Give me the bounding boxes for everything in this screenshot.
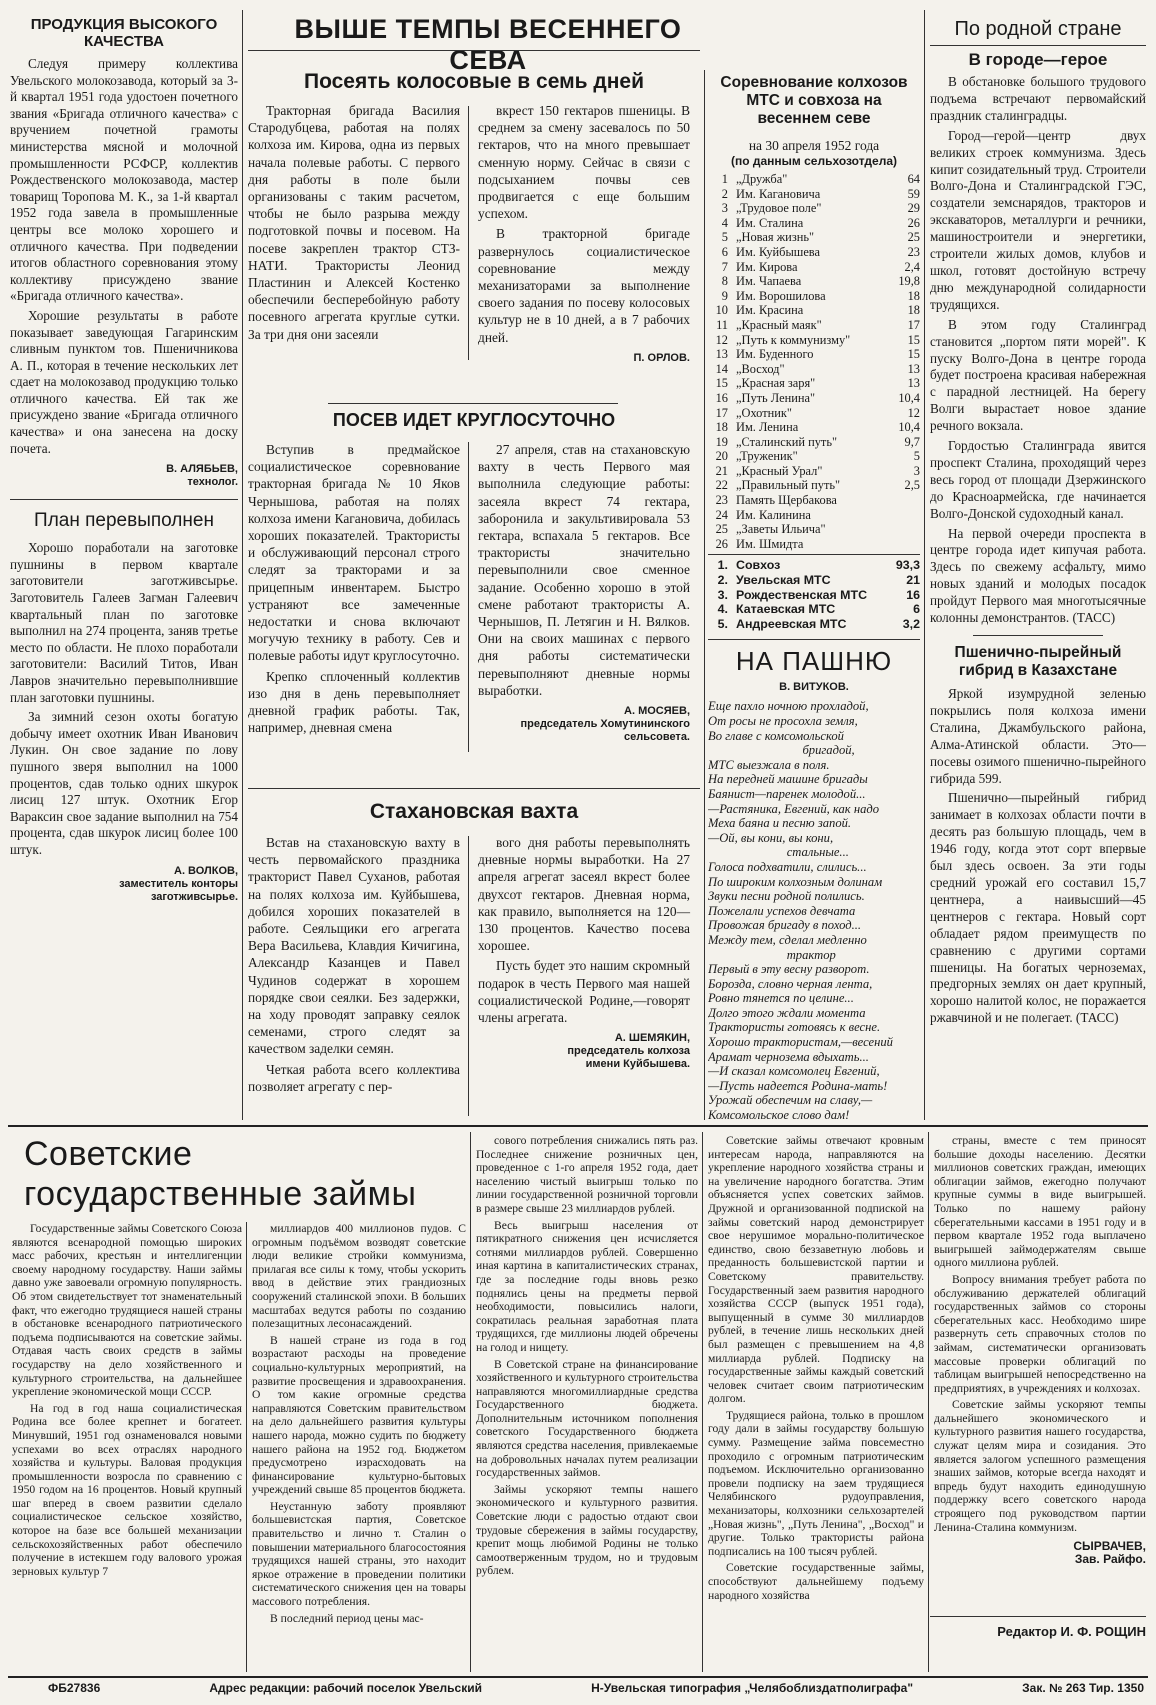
row-name: Андреевская МТС (736, 616, 847, 631)
paragraph: В последний период цены мас- (270, 1611, 424, 1625)
poem-title: НА ПАШНЮ (735, 646, 893, 677)
row-name: „Сталинский путь" (736, 434, 838, 449)
row-value (874, 508, 920, 523)
row-name: Им. Куйбышева (736, 244, 820, 259)
row-rank: 24 (715, 507, 728, 522)
poem-line: Провожая бригаду в поход... (708, 918, 862, 933)
poem-line: трактор (708, 947, 836, 962)
article-sowing-left (248, 102, 460, 365)
signature-role: Зав. Райфо. (1074, 1552, 1146, 1567)
row-rank: 2. (717, 573, 728, 588)
table-row (708, 260, 920, 275)
poem-line: Урожай обеспечим на славу,— (708, 1093, 873, 1108)
table-row (708, 216, 920, 231)
row-name: „Трудовое поле" (736, 201, 822, 216)
table-row (708, 391, 920, 406)
row-value: 3,2 (902, 616, 920, 631)
headline-hybrid: Пшенично-пырейный гибрид в Казахстане (954, 644, 1122, 679)
poem-line: —Растяника, Евгений, как надо (708, 801, 880, 816)
row-rank: 1 (721, 172, 728, 186)
paragraph: В Советской стране на финансирование хозяйственного и культурного строительства направляются многомиллиардные средства Государственного бюджета. Дополнительным источником пополнения советского Государственного бюджета являются средства населения, привлекаемые на добровольных началах путем реализации государственных займов. (476, 1357, 698, 1480)
signature-name: А. ВОЛКОВ, (174, 864, 238, 877)
signature: П. ОРЛОВ. (633, 351, 690, 364)
competition-column (708, 74, 920, 1120)
signature-name: А. ШЕМЯКИН, (614, 1032, 690, 1045)
row-value: 12 (907, 405, 920, 420)
footer-code: ФБ27836 (48, 1681, 101, 1695)
table-row (708, 245, 920, 260)
table-row (708, 187, 920, 202)
article-roundclock (248, 410, 700, 790)
divider (973, 635, 1103, 636)
column-divider (246, 1222, 247, 1672)
article-quality (10, 56, 238, 457)
inner-divider (468, 106, 469, 360)
competition-title: Соревнование колхозов МТС и совхоза на весеннем севе (720, 74, 908, 127)
row-value (874, 493, 920, 508)
poem-line: Голоса подхватили, слились... (708, 859, 867, 874)
table-row (708, 289, 920, 304)
signature-role: имени Куйбышева. (585, 1058, 690, 1071)
row-rank: 3. (717, 587, 728, 602)
signature (934, 1540, 1146, 1566)
row-value: 18 (907, 288, 920, 303)
paragraph: Хорошо поработали на заготовке пушнины в первом квартале заготовители заготживсырье. Заготовитель Галеев Загман Галеевич квартальный план по заготовке выполнил на 274 процента, заняв третье место по области. Не плохо поработали заготовители: Василий Титов, Иван Лавров значительно перевыполнившие план заготовки пушнины. (10, 540, 238, 705)
table-row (708, 464, 920, 479)
paragraph: Встав на стахановскую вахту в честь первомайского праздника тракторист Павел Суханов, работая на полях колхоза им. Куйбышева, добился хороших показателей в работе. Сеяльщики его агрегата Вера Васильева, Клавдия Кичигина, Александр Казанцев и Павел Чудинов содержат в хорошем порядке свои сеялки. Без задержки, на ходу проводят заправку сеялок семенами, строго следят за качеством заделки семян. (248, 835, 460, 1057)
row-value: 6 (913, 602, 920, 617)
paragraph: Советские займы ускоряют темпы дальнейшего экономического и культурного развития нашего государства, служат целям мира и созидания. Это является залогом успешного размещения знаших займов, которые всегда находят и впредь будут находить единодушную поддержку всего советского народа строящего под руководством партии Ленина-Сталина коммунизм. (934, 1398, 1146, 1534)
row-name: Им. Буденного (736, 347, 814, 362)
row-value: 21 (906, 573, 920, 588)
row-rank: 2 (721, 186, 728, 201)
row-name: „Правильный путь" (736, 478, 841, 493)
table-row (708, 376, 920, 391)
row-rank: 4. (717, 602, 728, 617)
signature-role: заготживсырье. (150, 890, 238, 903)
column-divider (924, 10, 925, 1120)
section-rule (8, 1125, 1148, 1127)
loans-col-5 (934, 1134, 1146, 1614)
poem-author: В. ВИТУКОВ. (779, 681, 849, 694)
paragraph: На год в год наша социалистическая Родина все более крепнет и богатеет. Минувший, 1951 год ознаменовался новыми успехами во всех отраслях народного хозяйства и культуры. Валовая продукция промышленности возросла по сравнению с 1950 годом на 16 процентов. Новый крупный шаг вперед в своем развитии сделало социалистическое сельское хозяйство, которое на базе все большей механизации сельскохозяйственных работ обеспечило получение в истекшем году валового урожая зерновых культур 7 (12, 1401, 242, 1578)
table-row (708, 274, 920, 289)
table-row (708, 318, 920, 333)
paragraph: Крепко сплоченный коллектив изо дня в день перевыполняет дневной график работы. Так, например, дневная смена (248, 668, 460, 736)
paragraph: Пусть будет это нашим скромный подарок в честь Первого мая нашей социалистической Родине,—говорят члены агрегата. (478, 958, 690, 1026)
table-row (708, 347, 920, 362)
paragraph: Государственные займы Советского Союза являются всенародной помощью широких масс рабочих, крестьян и интеллигенции своему народному государству. Наши займы давно уже завоевали огромную популярность. Об этом свидетельствует тот знаменательный факт, что ежегодно трудящиеся нашей страны в обстановке всенародного патриотического подъема подписываются на советские займы. Отдавая часть своих средств в займы государству на дело хозяйственного и культурного строительства, на дальнейшее укрепление экономической мощи СССР. (12, 1222, 242, 1399)
column-divider (242, 10, 243, 1120)
row-rank: 25 (715, 522, 728, 537)
signature (10, 463, 238, 489)
table-row (708, 449, 920, 464)
row-name: Им. Кагановича (736, 186, 821, 201)
row-name: Катаевская МТС (736, 602, 836, 617)
headline-hero-city: В городе—герое (968, 50, 1108, 69)
row-rank: 3 (721, 201, 728, 216)
row-rank: 19 (715, 434, 728, 449)
table-row (708, 573, 920, 588)
paragraph: Следуя примеру коллектива Увельского молокозавода, который за 3-й квартал 1951 года удостоен почетного звания «Бригада отличного качества» с вручением почетной грамоты министерства мясной и молочной промышленности РСФСР, коллектив Рождественского молокозавода, мастер товарищ Торопова М. К., за 1-й квартал 1952 года завела в промышленные центры все молоко хорошего и отличного качества. При подведении итогов областного соревнования этому коллективу присуждено звание «Бригада отличного качества». (10, 56, 238, 304)
loans-col-2 (252, 1222, 466, 1672)
paragraph: Советские займы отвечают кровным интересам народа, направляются на укрепление народного хозяйства страны и на увеличение народного богатства. Этим объясняется успех советских займов. Дружной и организованной подпиской на займы советский народ демонстрирует свое нерушимое морально-политическое единство, свою беззаветную любовь и преданность большевистской партии и Советскому правительству. Государственный заем развития народного хозяйства СССР (выпуск 1951 года), выпущенный в сумме 30 миллиардов рублей, в течение лишь нескольких дней был размещен с превышением на 4,8 миллиарда рублей. Подписку на государственные займы каждый советский человек считает своим патриотическим долгом. (708, 1134, 924, 1406)
row-value: 3 (913, 463, 920, 478)
row-rank: 9 (721, 288, 728, 303)
article-sowing (248, 70, 700, 400)
paragraph: За зимний сезон охоты богатую добычу имеет охотник Иван Иванович Лукин. Он свое задание по лову пушного зверя выполнил на 1000 процентов, сдав только одних шкурок лисиц 127 штук. Охотник Егор Вараксин свое задание выполнил на 754 процента, сдав шкурок лисиц более 100 штук. (10, 709, 238, 857)
row-rank: 6 (721, 244, 728, 259)
row-name: „Путь к коммунизму" (736, 332, 851, 347)
article-hybrid (930, 686, 1146, 1027)
paragraph: страны, вместе с тем приносят большие доходы населению. Десятки миллионов советских граждан, имеющих облигации займов, ежегодно получают крупные суммы в виде выигрышей. Только по нашему району сберегательными кассами в 1951 году и в первом квартале 1952 года выплачено выигрышей займодержателям свыше одного миллиона рублей. (934, 1134, 1146, 1270)
paragraph: сового потребления снижались пять раз. Последнее снижение розничных цен, проведенное с 1-го апреля 1952 года, дает населению чистый выигрыш только по линии государственной розничной торговли в размере свыше 23 миллиардов рублей. (476, 1134, 698, 1215)
signature (478, 1032, 690, 1071)
divider (10, 499, 238, 500)
row-name: „Труженик" (736, 449, 798, 464)
row-name: Им. Ворошилова (736, 288, 826, 303)
table-row (708, 537, 920, 552)
row-name: „Заветы Ильича" (736, 522, 826, 537)
article-plan (10, 540, 238, 858)
footer (8, 1681, 1148, 1697)
row-rank: 5 (721, 230, 728, 245)
signature-role: технолог. (187, 476, 238, 489)
row-name: „Новая жизнь" (736, 230, 815, 245)
table-row (708, 362, 920, 377)
left-column (10, 12, 238, 1112)
poem-line: Комсомольское слово дам! (708, 1108, 850, 1120)
table-row (708, 201, 920, 216)
row-value (874, 537, 920, 552)
banner-headline: ВЫШЕ ТЕМПЫ ВЕСЕННЕГО СЕВА (294, 14, 682, 75)
row-value: 18 (907, 303, 920, 318)
row-name: Им. Чапаева (736, 274, 802, 289)
headline-roundclock: ПОСЕВ ИДЕТ КРУГЛОСУТОЧНО (332, 410, 616, 430)
loans-col-4 (708, 1134, 924, 1672)
row-name: Совхоз (736, 558, 781, 573)
article-stakhanov-left (248, 834, 460, 1095)
poem-line: МТС выезжала в поля. (708, 757, 830, 772)
inner-divider (468, 442, 469, 752)
table-row (708, 172, 920, 187)
inner-divider (468, 836, 469, 1116)
paragraph: Весь выигрыш населения от пятикратного снижения цен исчисляется сотнями миллиардов рублей. Совершенно иная картина в капиталистических странах, где за последние годы вновь резко поднялись цены на предметы первой необходимости, повысились налоги, сократилась реальная заработная плата трудящихся, где миллионы людей обречены на голод и нищету. (476, 1218, 698, 1354)
loans-article (8, 1132, 1148, 1672)
poem-line: стальные... (708, 845, 849, 860)
table-row (708, 493, 920, 508)
column-divider (702, 1132, 703, 1672)
headline-stakhanov: Стахановская вахта (369, 800, 579, 823)
row-name: Им. Ленина (736, 420, 799, 435)
row-name: Им. Калинина (736, 507, 811, 522)
poem-line: Арамат чернозема вдыхать... (708, 1049, 869, 1064)
table-row (708, 420, 920, 435)
table-row (708, 435, 920, 450)
article-roundclock-left (248, 441, 460, 744)
competition-source: (по данным сельхозотдела) (730, 154, 898, 168)
signature-name: В. АЛЯБЬЕВ, (166, 463, 238, 476)
editor-rule (930, 1616, 1146, 1617)
article-stakhanov (248, 800, 700, 1118)
paragraph: Вопросу внимания требует работа по обслуживанию держателей облигаций государственных займов со стороны сберегательных касс. Необходимо шире развернуть сеть справочных столов по займам, систематически организовать массовые проверки облигаций по таблицам выигрышей непосредственно на предприятиях, в учреждениях и колхозах. (934, 1272, 1146, 1395)
row-value: 59 (907, 186, 920, 201)
row-rank: 4 (721, 215, 728, 230)
row-rank: 10 (715, 303, 728, 318)
row-rank: 1. (717, 558, 728, 573)
poem-line: Во главе с комсомольской (708, 728, 844, 743)
table-row (708, 478, 920, 493)
row-value: 93,3 (895, 558, 920, 573)
signature (10, 865, 238, 904)
row-value: 10,4 (898, 420, 920, 435)
poem-line: Меха баяна и песню запой. (708, 816, 852, 831)
row-value: 16 (906, 587, 920, 602)
paragraph: 27 апреля, став на стахановскую вахту в честь Первого мая выполнила следующие работы: засеяла вкрест 74 гектара, заборонила и закультивировала 53 гектара, вспахала 5 гектаров. Все трактористы значительно перевыполнили свое сменное задание. Особенно хорошо в этой смене работают трактористы А. Чернышов, П. Летягин и Н. Вялков. Они на своих машинах с первого дня работы систематически перевыполняют дневные нормы выработки. (478, 442, 690, 698)
row-rank: 21 (715, 463, 728, 478)
table-row (708, 588, 920, 603)
row-name: Им. Шмидта (736, 536, 804, 551)
headline-sowing: Посеять колосовые в семь дней (303, 70, 644, 93)
article-hero-city (930, 74, 1146, 627)
table-row (708, 303, 920, 318)
paragraph: Вступив в предмайское социалистическое соревнование тракторная бригада № 10 Яков Чернышова, работая на полях колхоза имени Кагановича, добилась хороших показателей. Трактористы и обслуживающий персонал строго следят за тракторами и за прицепным инвентарем. Быстро устраняют все замеченные недостатки и снова включают могучую технику в работу. Сев и полевые работы идут круглосуточно. (248, 442, 460, 664)
row-value: 9,7 (904, 434, 920, 449)
row-rank: 26 (715, 536, 728, 551)
editor-line: Редактор И. Ф. РОЩИН (997, 1624, 1146, 1639)
row-value: 26 (907, 215, 920, 230)
row-value: 10,4 (898, 390, 920, 405)
row-value: 2,4 (904, 259, 920, 274)
row-rank: 14 (715, 361, 728, 376)
article-roundclock-right (478, 441, 690, 744)
paragraph: Гордостью Сталинграда явится проспект Сталина, проходящий через весь город от площади Дзержинского до Красноармейска, где начинается Волго-Донской судоходный канал. (930, 438, 1146, 521)
poem-line: Первый в эту весну разворот. (708, 962, 870, 977)
poem-text (708, 699, 920, 1120)
footer-rule (8, 1676, 1148, 1678)
row-name: Увельская МТС (736, 573, 831, 588)
row-name: „Охотник" (736, 405, 792, 420)
column-divider (928, 1132, 929, 1672)
row-rank: 5. (717, 616, 728, 631)
paragraph: В тракторной бригаде развернулось социалистическое соревнование между механизаторами за выполнение своего задания по посеву колосовых культур не в 10 дней, а в 7 рабочих дней. (478, 226, 690, 345)
row-name: Память Щербакова (736, 493, 837, 508)
paragraph: Трудящиеся района, только в прошлом году дали в займы государству большую сумму. Размещение займа повсеместно проходило с огромным патриотическим подъемом. Исключительно организованно провели подписку на заем трудящиеся Челябинского рудоуправления, механизаторы, колхозники сельхозартелей „Новая жизнь", „Путь Ленина", „Восход" и другие. Только трактористы района подписались на 100 тысяч рублей. (708, 1408, 924, 1558)
row-name: „Красный маяк" (736, 317, 822, 332)
row-value: 25 (907, 230, 920, 245)
footer-printer: Н-Увельская типография „Челябоблиздатполиграфа" (591, 1681, 914, 1695)
table-row (708, 558, 920, 573)
table-row (708, 602, 920, 617)
row-rank: 18 (715, 420, 728, 435)
signature-role: сельсовета. (624, 731, 690, 744)
article-stakhanov-right (478, 834, 690, 1095)
competition-table-collective-farms (708, 172, 920, 551)
poem-line: Хорошо трактористам,—весений (708, 1035, 893, 1050)
row-rank: 23 (715, 493, 728, 508)
row-value: 29 (907, 201, 920, 216)
row-rank: 12 (715, 332, 728, 347)
row-value: 2,5 (904, 478, 920, 493)
signature-role: председатель колхоза (567, 1045, 690, 1058)
loans-col-1 (12, 1222, 242, 1672)
row-value: 64 (907, 172, 920, 186)
row-value: 17 (907, 317, 920, 332)
footer-order: Зак. № 263 Тир. 1350 (1022, 1681, 1144, 1695)
banner-rule (248, 50, 700, 51)
paragraph: Город—герой—центр двух великих строек коммунизма. Здесь кипит созидательный труд. Строители Волго-Дона и Сталинградской ГЭС, создатели земснарядов, тракторов и экскаваторов, металлурги и речники, машиностроители и энергетики, строители жилых домов, клубов и школ, готовят достойную встречу дню международной солидарности трудящихся. (930, 127, 1146, 312)
divider (328, 403, 618, 404)
right-column (930, 12, 1146, 1120)
paragraph: Займы ускоряют темпы нашего экономического и культурного развития. Советские люди с радостью отдают свои трудовые сбережения в займы государству, крепит мощь любимой Родины не только самоотверженным трудом, но и трудовым рублем. (476, 1482, 698, 1578)
paragraph: Четкая работа всего коллектива позволяет агрегату с пер- (248, 1061, 460, 1094)
row-value: 13 (907, 361, 920, 376)
row-value: 15 (907, 332, 920, 347)
competition-date: на 30 апреля 1952 года (748, 138, 880, 153)
table-row (708, 230, 920, 245)
signature-role: председатель Хомутининского (520, 718, 690, 731)
row-rank: 17 (715, 405, 728, 420)
paragraph: вого дня работы перевыполнять дневные нормы выработки. На 27 апреля агрегат засеял вкрест более двухсот гектаров. Дневная норма, как правило, выполняется на 120—130 процентов. Качество посева хорошее. (478, 835, 690, 954)
row-value (874, 522, 920, 537)
row-value: 23 (907, 244, 920, 259)
paragraph: Пшенично—пырейный гибрид занимает в колхозах области почти в десять раз большую площадь, чем в 1946 году, когда этот сорт впервые был здесь освоен. За эти годы средний урожай его составил 15,7 центнера, а наивысший—45 центнеров с гектара. Новый сорт обладает рядом преимуществ по сравнению с другими сортами пшеницы. На богатых черноземах, предгорных землях он дает крупный, хорошо налитой колос, не поражается ржавчиной и не полегает. (ТАСС) (930, 790, 1146, 1026)
row-value: 13 (907, 376, 920, 391)
table-row (708, 617, 920, 632)
row-rank: 20 (715, 449, 728, 464)
row-rank: 7 (721, 259, 728, 274)
paragraph: Советские государственные займы, способствуют дальнейшему подъему народного хозяйства (708, 1561, 924, 1602)
table-rule (708, 554, 920, 555)
row-value: 19,8 (898, 274, 920, 289)
row-value: 5 (913, 449, 920, 464)
row-rank: 15 (715, 376, 728, 391)
paragraph: На первой очереди проспекта в центре города идет кипучая работа. Здесь по свежему асфальту, мимо новых зданий и молодых посадок пройдут Первого мая многотысячные колонны демонстрантов. (ТАСС) (930, 525, 1146, 626)
poem-line: —Ой, вы кони, вы кони, (708, 830, 834, 845)
paragraph: В этом году Сталинград становится „портом пяти морей". К пуску Волго-Дона в центре города будет построена красивая набережная с парадной лестницей. На берегу Волги вырастает новое здание речного вокзала. (930, 316, 1146, 434)
table-row (708, 333, 920, 348)
poem-line: Борозда, словно черная лента, (708, 976, 873, 991)
paragraph: В нашей стране из года в год возрастают расходы на проведение социально-культурных мероприятий, на развитие просвещения и здравоохранения. О том какие огромные средства направляются Советским правительством на дело дальнейшего развития культуры нашего народа, можно судить по бюджету нашего района на 1952 год. Бюджетом предусмотрено израсходовать на финансирование культурно-бытовых учреждений свыше 85 процентов бюджета. (252, 1333, 466, 1497)
table-row (708, 406, 920, 421)
signature-name: А. МОСЯЕВ, (624, 705, 690, 718)
row-rank: 13 (715, 347, 728, 362)
row-name: Рождественская МТС (736, 587, 868, 602)
divider (248, 788, 700, 789)
row-name: Им. Красина (736, 303, 804, 318)
paragraph: вкрест 150 гектаров пшеницы. В среднем за смену засевалось по 50 гектаров, что на много превышает сменную норму. Сейчас в связи с подсыханием почвы сев продвигается с еще большим успехом. (478, 103, 690, 222)
poem-line: Пожелали успехов девчата (708, 903, 856, 918)
paragraph: В обстановке большого трудового подъема встречают первомайский праздник сталинградцы. (930, 74, 1146, 123)
section-header: По родной стране (954, 18, 1122, 40)
paragraph: Хорошие результаты в работе показывает заведующая Гагаринским сливным пунктом тов. Пшеничникова А. П., которая в течение нескольких лет сдает на молокозавод продукцию только отличного качества. Ей так же присуждено звание «Бригада отличного качества» и она занесена на доску почета. (10, 307, 238, 456)
row-name: „Путь Ленина" (736, 390, 816, 405)
row-name: „Красный Урал" (736, 463, 823, 478)
divider (708, 639, 920, 640)
poem-line: Баянист—паренек молодой... (708, 786, 866, 801)
loans-col-3 (476, 1134, 698, 1672)
poem-line: —И сказал комсомолец Евгений, (708, 1064, 880, 1079)
signature-name: СЫРВАЧЕВ, (1073, 1539, 1146, 1554)
column-divider (470, 1132, 471, 1672)
row-rank: 22 (715, 478, 728, 493)
paragraph: Неустанную заботу проявляют большевистская партия, Советское правительство и лично т. Сталин о повышении материального благосостояния трудящихся нашей страны, это находит яркое отражение в проведении политики систематического снижения цен на товары массового потребления. (252, 1499, 466, 1609)
headline-plan: План перевыполнен (34, 510, 214, 532)
footer-address: Адрес редакции: рабочий поселок Увельский (209, 1681, 482, 1695)
poem-line: Долго этого ждали момента (708, 1005, 866, 1020)
row-name: „Восход" (736, 361, 785, 376)
poem-line: По широким колхозным долинам (708, 874, 883, 889)
row-name: Им. Кирова (736, 259, 798, 274)
paragraph: Тракторная бригада Василия Стародубцева, работая на полях колхоза им. Кирова, одна из первых начала полевые работы. С первого дня работы в поле были организованы с таким расчетом, чтобы не было разрыва между подготовкой почвы и посевом. На посеве закреплен трактор СТЗ-НАТИ. Трактористы Леонид Пластинин и Алексей Костенко обеспечили бесперебойную работу посевного агрегата круглые сутки. За три дня они засеяли (248, 103, 460, 342)
paragraph: Яркой изумрудной зеленью покрылись поля колхоза имени Сталина, Джамбульского района, Алма-Атинской области. Это—посевы озимого пшенично-пырейного гибрида 599. (930, 686, 1146, 786)
loans-headline: Советские государственные займы (24, 1135, 417, 1213)
article-sowing-right (478, 102, 690, 365)
poem-line: —Пусть надеется Родина-мать! (708, 1078, 888, 1093)
poem-line: бригадой, (708, 743, 855, 758)
competition-table-stations (708, 558, 920, 631)
row-name: „Дружба" (736, 172, 788, 186)
row-rank: 8 (721, 274, 728, 289)
column-divider (704, 70, 705, 1120)
row-value: 15 (907, 347, 920, 362)
row-rank: 11 (716, 317, 728, 332)
poem-line: Звуки песни родной полились. (708, 889, 865, 904)
poem-line: От росы не просохла земля, (708, 714, 858, 728)
row-rank: 16 (715, 390, 728, 405)
poem-line: На передней машине бригады (708, 772, 868, 787)
poem-line: Ровно тянется по целине... (708, 991, 854, 1006)
section-rule (930, 45, 1146, 46)
newspaper-page (8, 10, 1148, 1698)
signature (478, 705, 690, 744)
poem-line: Между тем, сделал медленно (708, 932, 867, 947)
poem-line: Трактористы готовясь к весне. (708, 1020, 881, 1035)
paragraph: миллиардов 400 миллионов пудов. С огромным подъёмом возводят советские люди великие стройки коммунизма, прилагая все силы к тому, чтобы ускорить ввод в действие этих грандиозных сооружений сталинской эпохи. В больших масштабах ведутся работы по созданию полезащитных лесонасаждений. (252, 1222, 466, 1331)
table-row (708, 522, 920, 537)
poem-line: Еще пахло ночною прохладой, (708, 699, 869, 714)
headline-quality: ПРОДУКЦИЯ ВЫСОКОГО КАЧЕСТВА (30, 16, 218, 50)
signature-role: заместитель конторы (119, 877, 238, 890)
row-name: „Красная заря" (736, 376, 816, 391)
row-name: Им. Сталина (736, 215, 804, 230)
table-row (708, 508, 920, 523)
